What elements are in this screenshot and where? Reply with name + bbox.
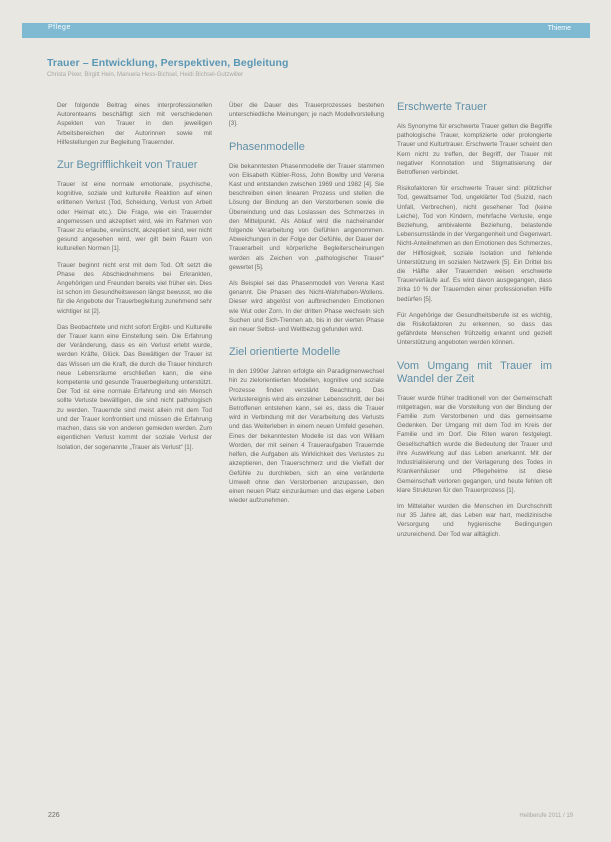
article-title: Trauer – Entwicklung, Perspektiven, Begleitung <box>47 57 289 69</box>
body-paragraph: Für Angehörige der Gesundheitsberufe ist es wichtig, die Risikofaktoren zu erkennen, so dass das gefährdete Menschen frühzeitig erkannt und gezielt Unterstützung angeboten werden können. <box>397 311 552 347</box>
body-paragraph: Risikofaktoren für erschwerte Trauer sind: plötzlicher Tod, gewaltsamer Tod, ungeklärter Tod (Suizid, nach Unfall, Verbrechen), nicht gesehener Tod (keine Leiche), Tod von Kindern, mehrfache Verluste, enge Beziehung, ambivalente Beziehung, belastende Lebensumstände in der Vergangenheit und Gegenwart. Nicht-Anteilnehmen an den Emotionen des Schmerzes, der Hilflosigkeit, soziale Isolation und fehlende Unterstützung im sozialen Netzwerk [5]. Ein Drittel bis die Hälfte aller Trauernden weisen erschwerte Trauerverläufe auf. Es wird davon ausgegangen, dass zirka 10 % der Trauernden einer professionellen Hilfe bedürfen [5]. <box>397 185 552 303</box>
body-paragraph: Trauer wurde früher traditionell von der Gemeinschaft mitgetragen, war die Vorstellung von der Bindung der Familie zum Verstorbenen und das gemeinsame Gedenken. Der Umgang mit dem Tod im Kreis der Familie und im Dorf. Die Riten waren festgelegt. Gesellschaftlich wurde die Bedeutung der Trauer und ihre Auswirkung auf das Leben anerkannt. Mit der Industrialisierung und der Verlagerung des Todes in Krankenhäuser und Pflegeheime ist diese Gemeinschaft verloren gegangen, und heute fehlen oft klare Strukturen für den Trauerprozess [1]. <box>397 394 552 494</box>
header-band <box>22 23 590 38</box>
body-paragraph: Als Beispiel sei das Phasenmodell von Verena Kast genannt. Die Phasen des Nicht-Wahrhaben-Wollens. Dieser wird abgelöst von aufbrechenden Emotionen wie Wut oder Zorn. In der dritten Phase wechseln sich Suchen und Sich-Trennen ab, bis in der vierten Phase ein neuer Selbst- und Weltbezug gefunden wird. <box>229 280 384 334</box>
column-1 <box>57 101 212 459</box>
section-heading: Ziel orientierte Modelle <box>229 346 341 359</box>
section-heading: Zur Begrifflichkeit von Trauer <box>57 159 198 172</box>
article-authors: Christa Pixer, Birgitt Hein, Manuela Hess-Bichsel, Heidi Bichsel-Gutzwiller <box>47 72 244 78</box>
journal-issue: Heilberufe 2011 / 19 <box>519 813 573 819</box>
column-2 <box>229 101 384 512</box>
body-paragraph: In den 1990er Jahren erfolgte ein Paradigmenwechsel hin zu zielorientierten Modellen, kognitive und soziale Prozesse finden verstärkt Beachtung. Das Verlustereignis wird als einzelner Lebensschritt, der bei Betroffenen entstehen kann, sei es, dass die Trauer wird in Verbindung mit der Verarbeitung des Verlusts und das Weiterleben in einem neuen Umfeld gesehen. Eines der bekanntesten Modelle ist das von William Worden, der mit seinen 4 Traueraufgaben Trauernde helfen, die Aufgaben als Wirklichkeit des Verlustes zu akzeptieren, den Trauerschmerz und die Vielfalt der Gefühle zu durchleben, sich an eine veränderte Umwelt ohne den Verstorbenen anzupassen, den einen neuen Platz einzuräumen und das eigene Leben wieder aufzunehmen. <box>229 368 384 505</box>
section-tab: Pflege <box>48 24 71 31</box>
body-paragraph: Über die Dauer des Trauerprozesses bestehen unterschiedliche Meinungen; je nach Modellvorstellung [3]. <box>229 102 384 128</box>
intro-paragraph: Der folgende Beitrag eines interprofessionellen Autorenteams beschäftigt sich mit verschiedenen Aspekten von Trauer in den jeweiligen Arbeitsbereichen der Autorinnen sowie mit Hilfestellungen zur Begleitung Trauernder. <box>57 102 212 146</box>
section-heading: Phasenmodelle <box>229 140 305 153</box>
body-paragraph: Die bekanntesten Phasenmodelle der Trauer stammen von Elisabeth Kübler-Ross, John Bowlby und Verena Kast und entstanden zwischen 1969 und 1982 [4]. Sie beschreiben einen linearen Prozess und stellen die Lösung der Bindung an den Verstorbenen sowie die Überwindung und das Loslassen des Schmerzes in den Mittelpunkt. Als Ablauf wird die nacheinander folgende Verarbeitung von Gefühlen angenommen. Abweichungen in der Folge der Gefühle, der Dauer der Trauerarbeit und körperliche Begleiterscheinungen werden als Zeichen von „pathologischer Trauer“ gewertet [5]. <box>229 162 384 271</box>
body-paragraph: Im Mittelalter wurden die Menschen im Durchschnitt nur 35 Jahre alt, das Leben war hart, medizinische Versorgung und hygienische Bedingungen unzureichend. Der Tod war alltäglich. <box>397 502 552 538</box>
body-paragraph: Trauer ist eine normale emotionale, psychische, kognitive, soziale und kulturelle Reaktion auf einen erlittenen Verlust (Tod, Scheidung, Verlust von Arbeit oder Heimat etc.). Die Frage, wie ein Trauernder angemessen und akzeptiert wird, wie im Rahmen von Trauer zu erlaube, erwünscht, akzeptiert sind, wer nicht gesund angesehen wird, wer gilt beim Raum von kulturellen Normen [1]. <box>57 181 212 253</box>
publisher-label: Thieme <box>547 25 571 32</box>
body-paragraph: Als Synonyme für erschwerte Trauer gelten die Begriffe pathologische Trauer, komplizierte oder prolongierte Trauer und Kulturtrauer. Erschwerte Trauer scheint den Kern nicht zu treffen, der Begriff, der Trauer mit negativer Konnotation und Stigmatisierung der Betroffenen verbindet. <box>397 123 552 177</box>
column-3 <box>397 101 552 546</box>
section-heading: Vom Umgang mit Trauer im Wandel der Zeit <box>397 359 552 385</box>
page-number: 226 <box>48 812 60 819</box>
section-heading: Erschwerte Trauer <box>397 101 487 113</box>
body-paragraph: Das Beobachtete und nicht sofort Ergibt- und Kulturelle der Trauer kann eine Einstellung sein. Die Erfahrung der Veränderung, dass es ein Verlust erlebt wurde, werden Kräfte, Glück. Das Bewältigen der Trauer ist das Wissen um die Kraft, die durch die Trauer hindurch neue Lebensräume erschließen kann, die eine kompetente und gesunde Trauerbegleitung unterstützt. Der Tod ist eine normale Erfahrung und ein Mensch sollte Verluste bewältigen, die sind nicht pathologisch zu werden. Trauernde sind meist allein mit dem Tod und der Trauer konfrontiert und müssen die Erfahrung machen, dass sie von anderen gemieden werden. Zum eigentlichen Verlust kommt der soziale Verlust der Isolation, der sogenannte „Trauer als Verlust“ [1]. <box>57 323 212 451</box>
body-paragraph: Trauer beginnt nicht erst mit dem Tod. Oft setzt die Phase des Abschiednehmens bei Erkrankten, Angehörigen und Freunden bereits viel früher ein. Dies ist schon im Gesundheitswesen längst bewusst, wo die für die Angebote der Trauerbegleitung zunehmend sehr wichtiger ist [2]. <box>57 261 212 315</box>
